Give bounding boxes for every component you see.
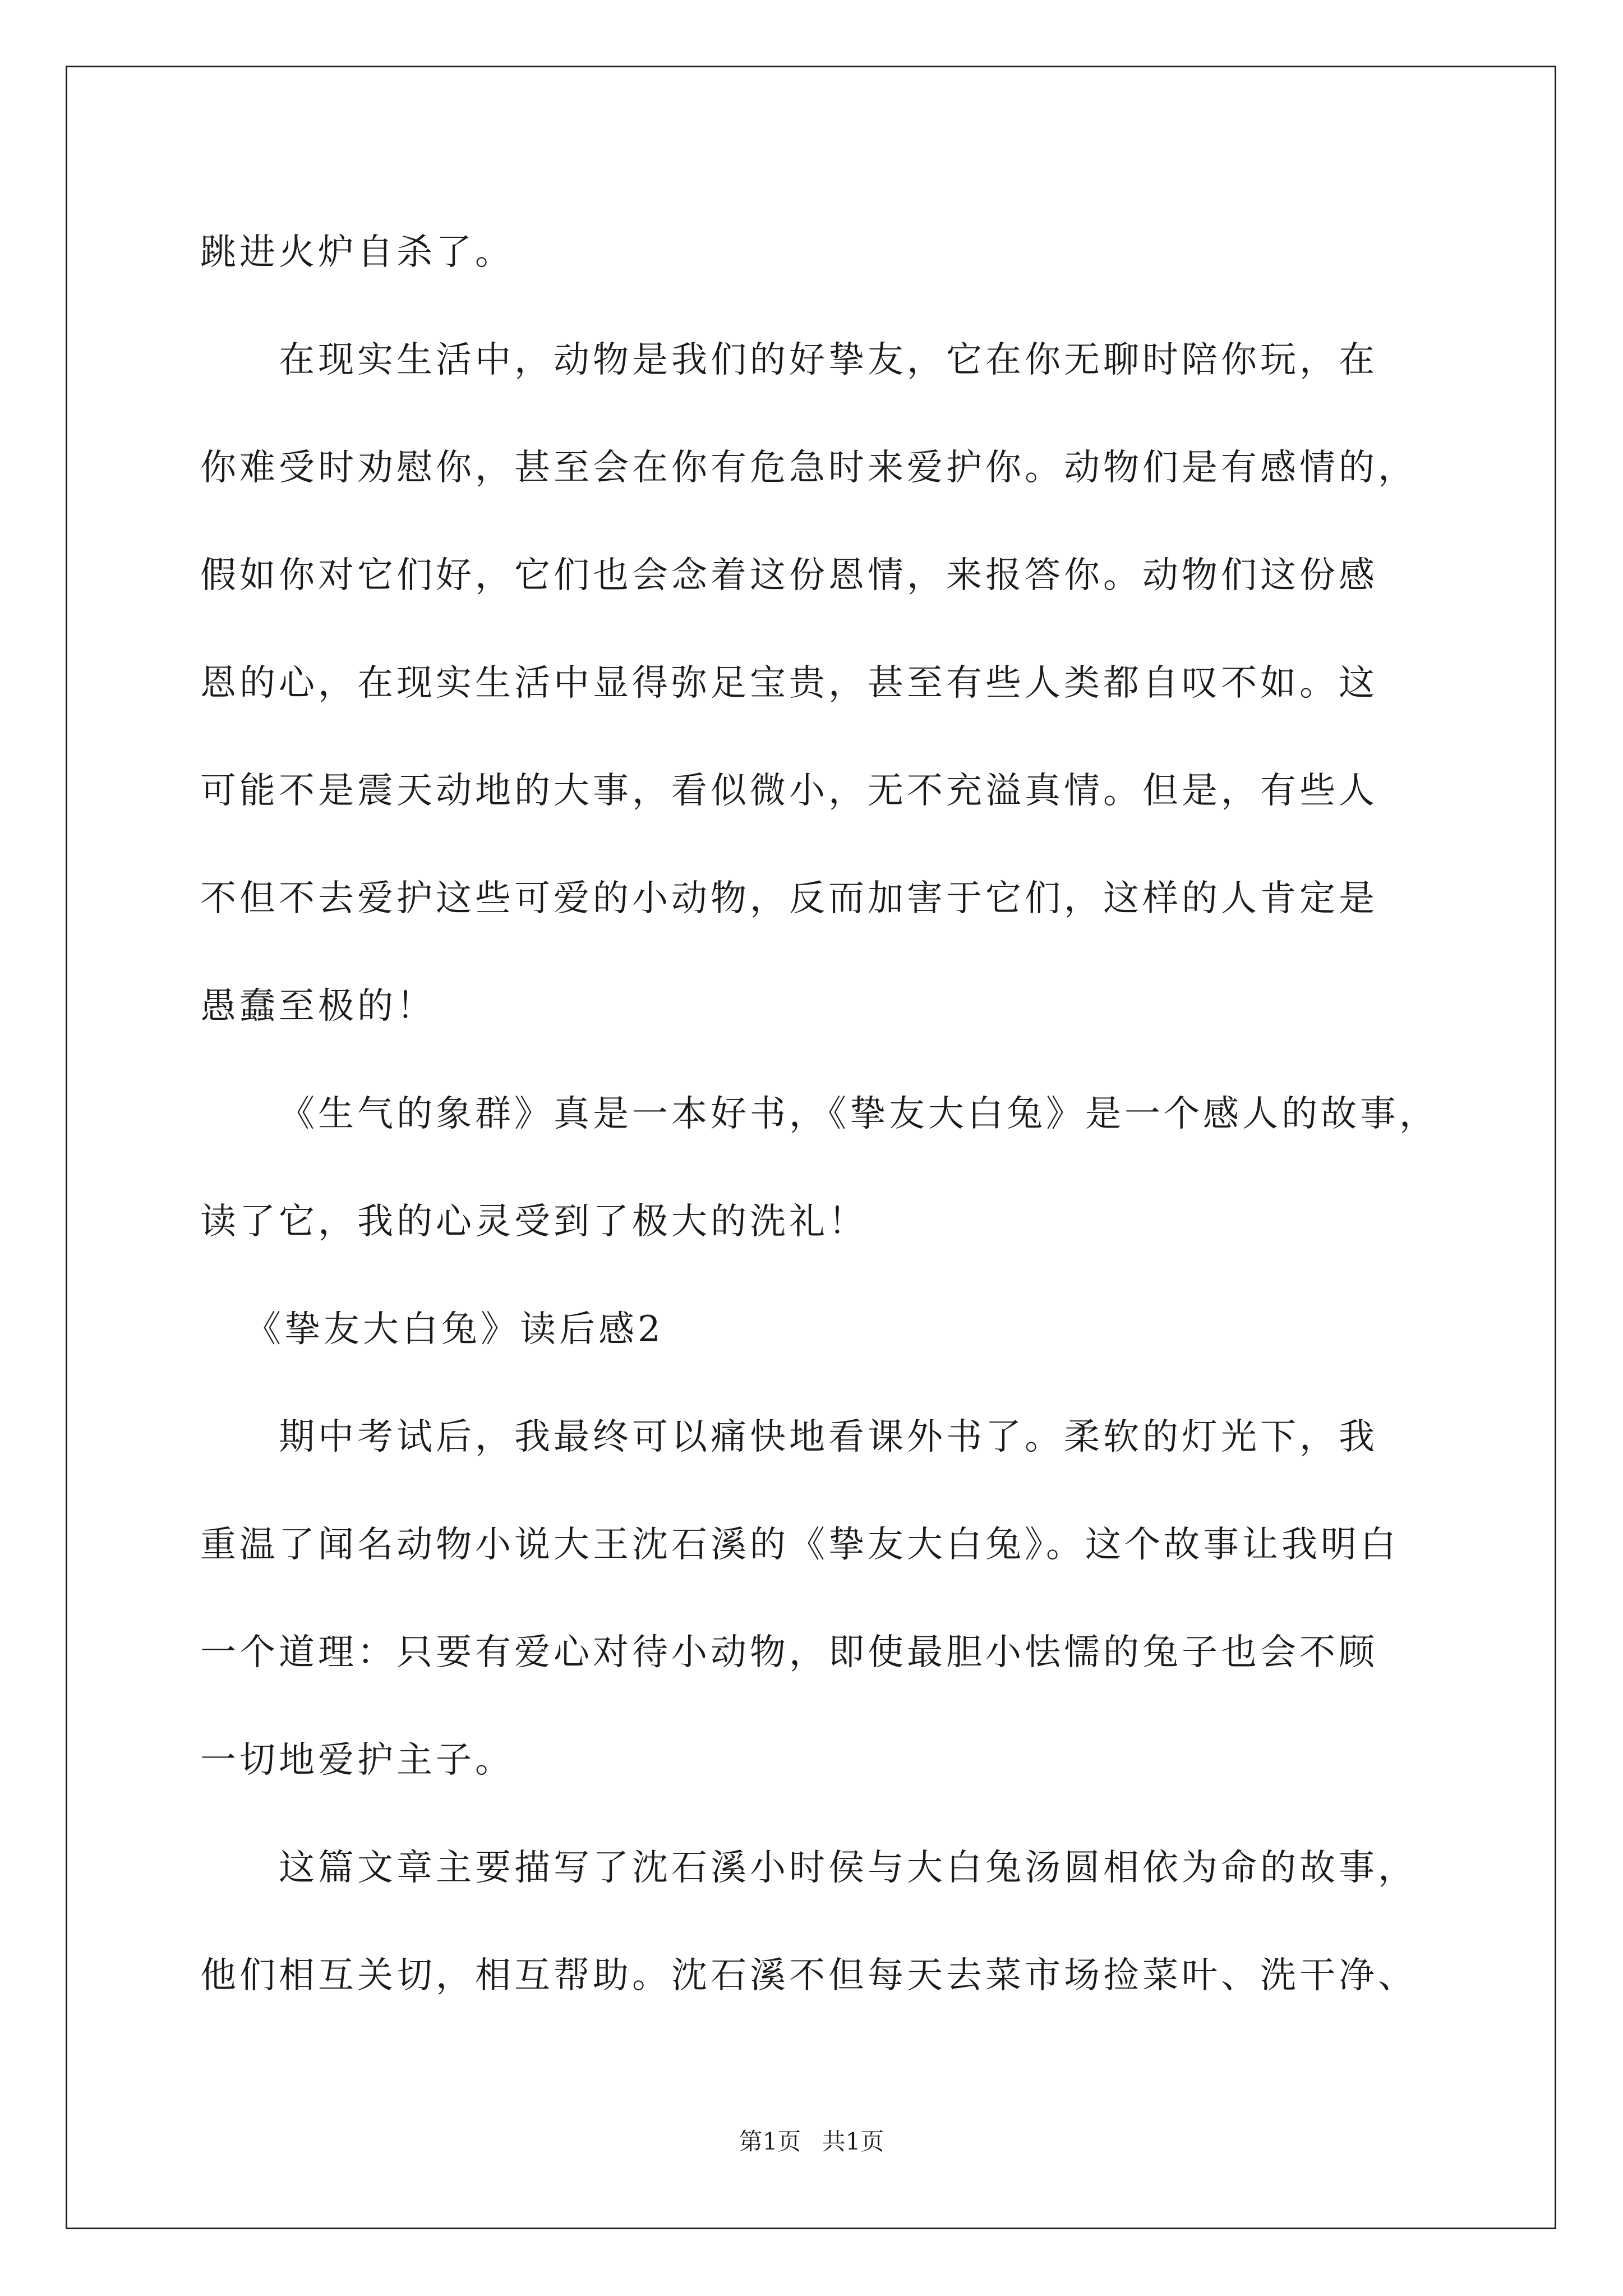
text-line: 一切地爱护主子。 bbox=[200, 1740, 514, 1781]
text-line: 可能不是震天动地的大事，看似微小，无不充溢真情。但是，有些人 bbox=[200, 770, 1378, 812]
page-footer bbox=[0, 2125, 1623, 2159]
text-line: 你难受时劝慰你，甚至会在你有危急时来爱护你。动物们是有感情的， bbox=[200, 447, 1417, 489]
section-heading: 《挚友大白兔》读后感2 bbox=[245, 1309, 664, 1350]
paragraph-first-line: 在现实生活中，动物是我们的好挚友，它在你无聊时陪你玩，在 bbox=[279, 339, 1378, 381]
text-line: 假如你对它们好，它们也会念着这份恩情，来报答你。动物们这份感 bbox=[200, 555, 1378, 596]
paragraph-first-line: 这篇文章主要描写了沈石溪小时侯与大白兔汤圆相依为命的故事， bbox=[279, 1847, 1417, 1889]
text-line: 不但不去爱护这些可爱的小动物，反而加害于它们，这样的人肯定是 bbox=[200, 878, 1378, 919]
text-line: 他们相互关切，相互帮助。沈石溪不但每天去菜市场捡菜叶、洗干净、 bbox=[200, 1955, 1417, 1996]
text-line: 跳进火炉自杀了。 bbox=[200, 232, 514, 273]
page-number: 第1页 bbox=[739, 2128, 801, 2155]
text-line: 愚蠢至极的！ bbox=[200, 986, 436, 1027]
paragraph-first-line: 《生气的象群》真是一本好书，《挚友大白兔》是一个感人的故事， bbox=[279, 1093, 1438, 1135]
text-line: 恩的心，在现实生活中显得弥足宝贵，甚至有些人类都自叹不如。这 bbox=[200, 662, 1378, 704]
text-line: 读了它，我的心灵受到了极大的洗礼！ bbox=[200, 1201, 868, 1243]
page-count: 共1页 bbox=[822, 2128, 884, 2155]
text-line: 重温了闻名动物小说大王沈石溪的《挚友大白兔》。这个故事让我明白 bbox=[200, 1524, 1399, 1566]
text-line: 一个道理：只要有爱心对待小动物，即使最胆小怯懦的兔子也会不顾 bbox=[200, 1632, 1378, 1673]
paragraph-first-line: 期中考试后，我最终可以痛快地看课外书了。柔软的灯光下，我 bbox=[279, 1416, 1378, 1458]
